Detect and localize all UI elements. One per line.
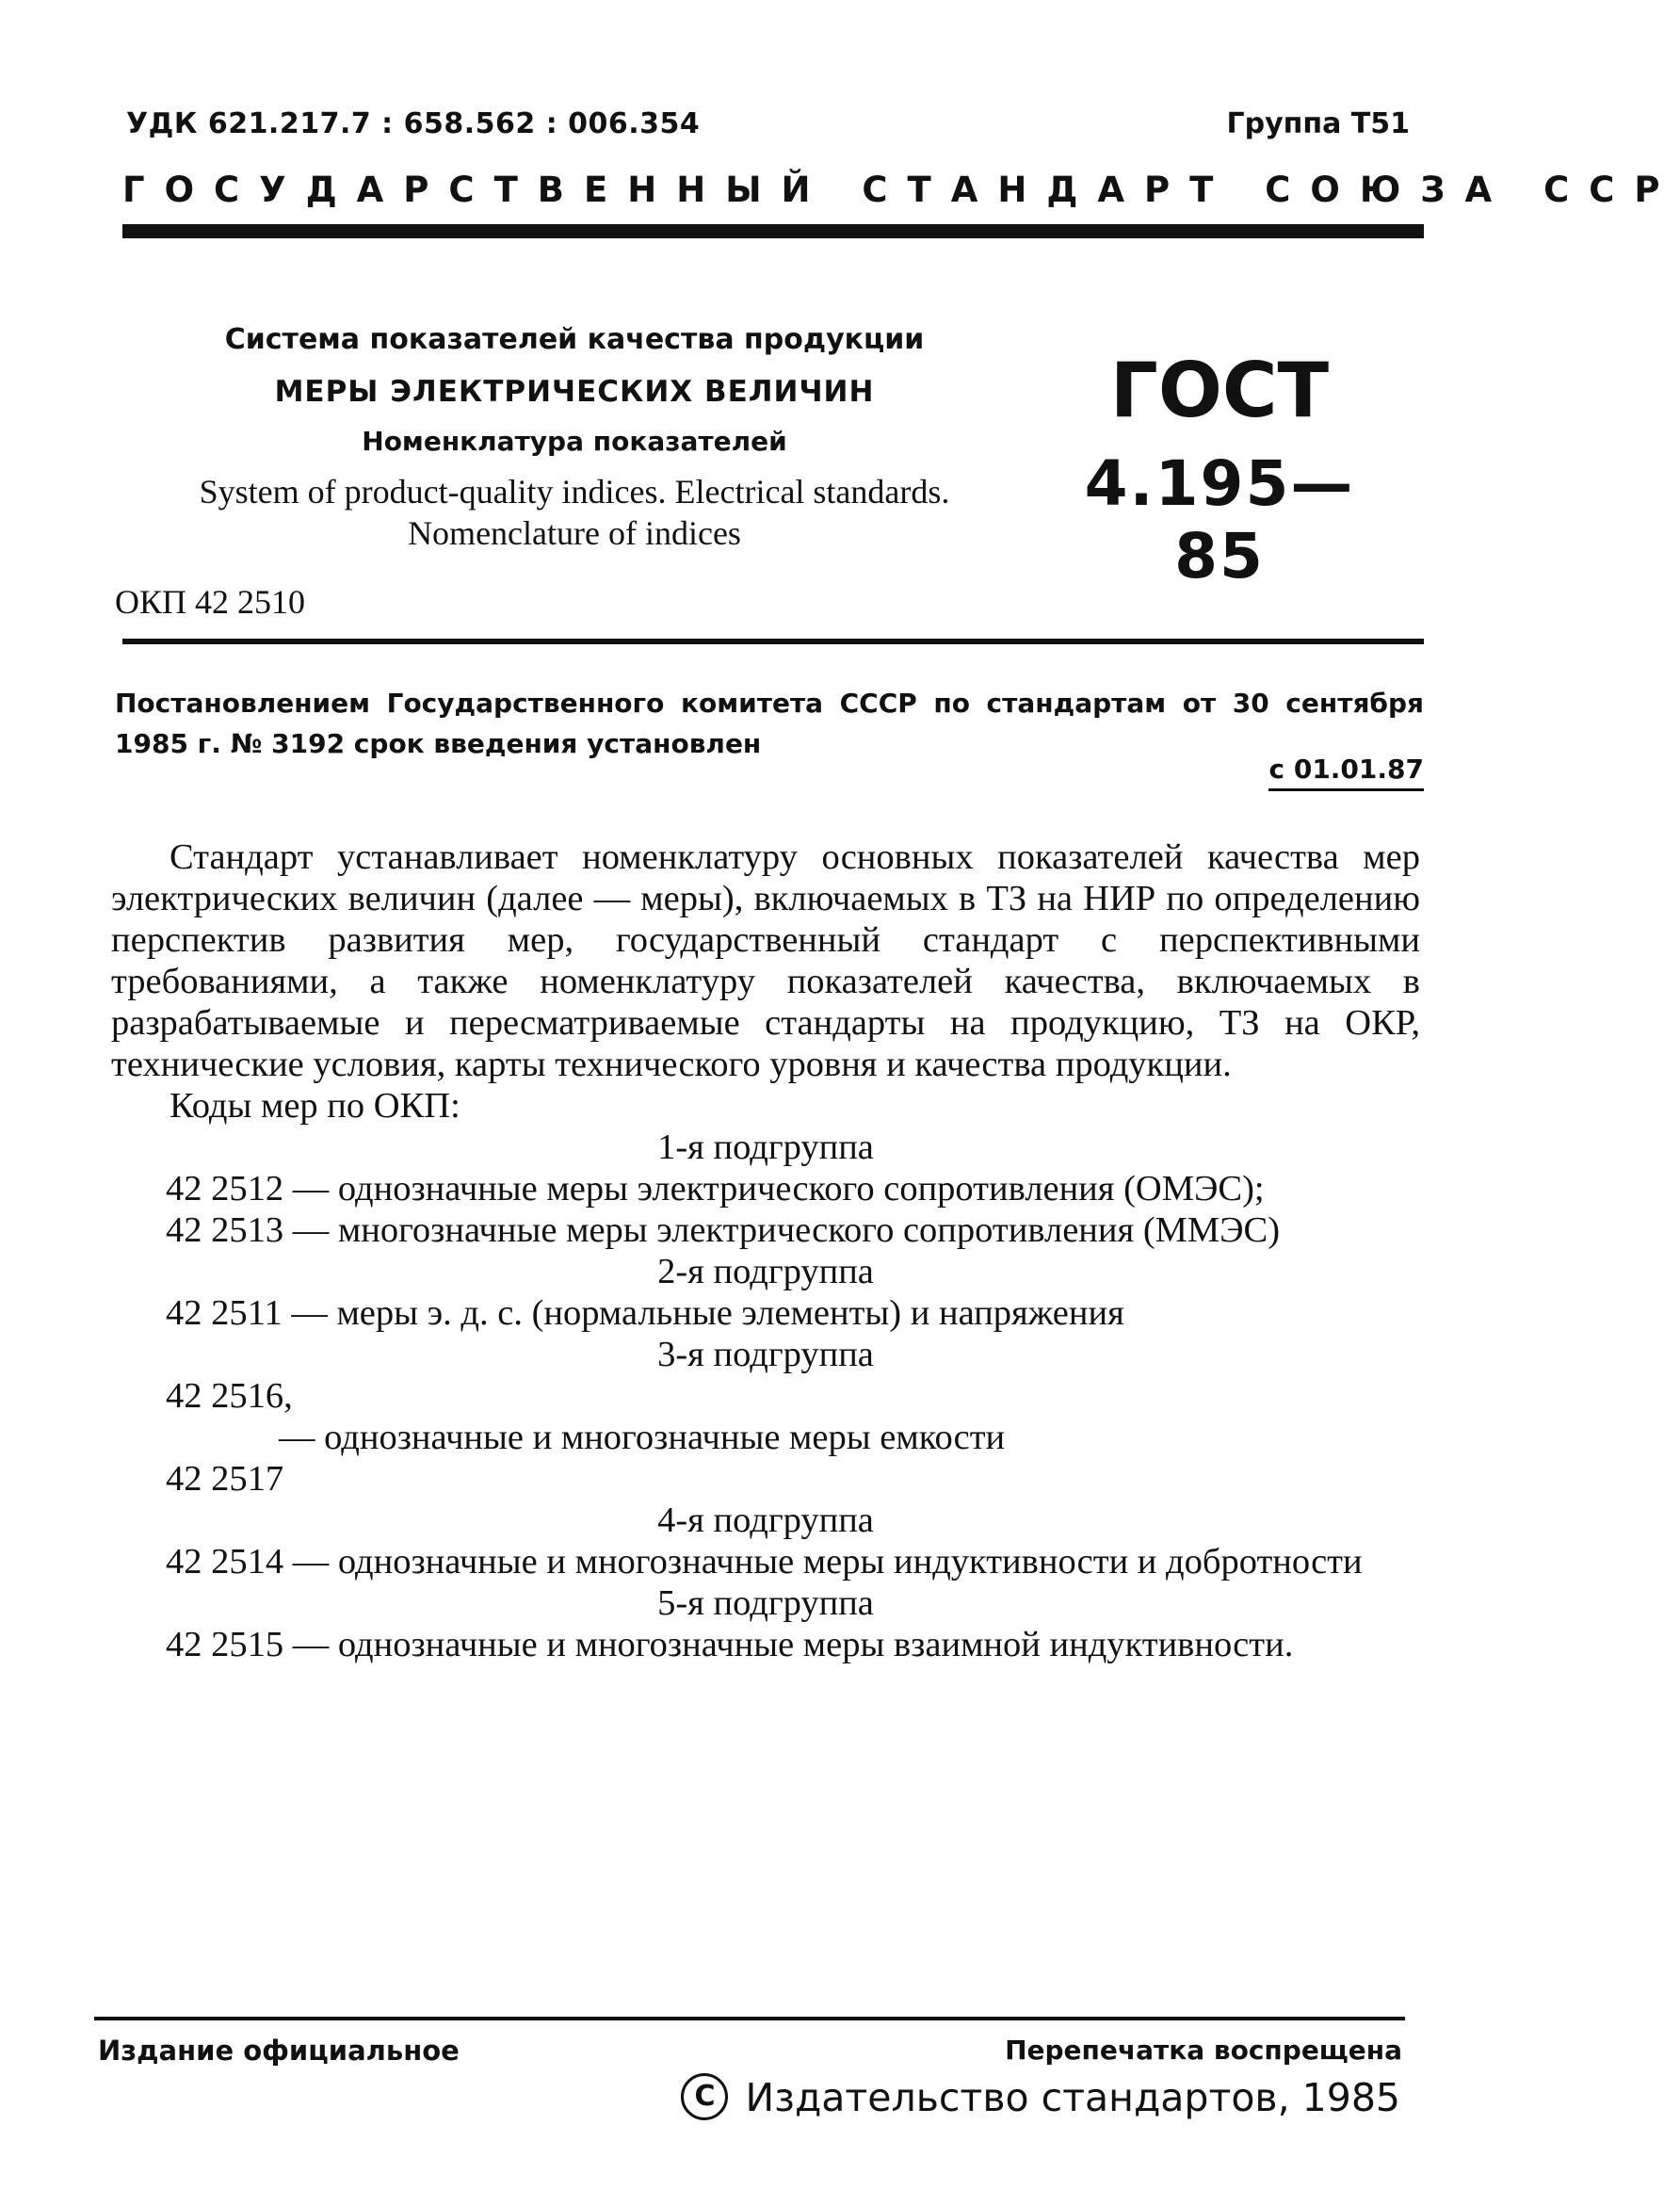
subgroup-2-heading: 2-я подгруппа (657, 1252, 874, 1291)
state-standard-heading: ГОСУДАРСТВЕННЫЙ СТАНДАРТ СОЮЗА ССР (122, 170, 1680, 210)
code-entry-422513: 42 2513 — многозначные меры электрического сопротивления (ММЭС) (166, 1210, 1281, 1250)
nomenclature-title: Номенклатура показателей (362, 426, 787, 457)
gost-number: 4.195—85 (1084, 447, 1355, 592)
effective-date: с 01.01.87 (1268, 754, 1424, 791)
decree-text: Постановлением Государственного комитета СССР по стандартам от 30 сентября 1985 г. № 3192 срок введения установлен (115, 688, 1424, 759)
no-reprint-label: Перепечатка воспрещена (1005, 2035, 1402, 2066)
header-divider (122, 224, 1424, 238)
code-entry-422511: 42 2511 — меры э. д. с. (нормальные элементы) и напряжения (166, 1293, 1124, 1333)
code-entry-422516: 42 2516, (166, 1376, 293, 1416)
english-title-line-1: System of product-quality indices. Electrical standards. (199, 473, 950, 511)
official-edition-label: Издание официальное (98, 2035, 460, 2067)
gost-label: ГОСТ (1109, 347, 1330, 434)
code-entry-422514: 42 2514 — однозначные и многозначные меры индуктивности и добротности (166, 1542, 1363, 1582)
codes-heading: Коды мер по ОКП: (170, 1086, 460, 1126)
subgroup-3-heading: 3-я подгруппа (657, 1335, 874, 1374)
intro-paragraph: Стандарт устанавливает номенклатуру основных показателей качества мер электрических величин (далее — меры), включаемых в ТЗ на НИР по определению перспектив развития мер, государственный стандарт с перспективными требованиями, а также номенклатуру показателей качества, включаемых в разрабатываемые и пересматриваемые стандарты на продукцию, ТЗ на ОКР, технические условия, карты технического уровня и качества продукции. (111, 837, 1420, 1084)
english-title-line-2: Nomenclature of indices (408, 514, 741, 552)
footer-divider (94, 2017, 1405, 2020)
okp-code: ОКП 42 2510 (115, 583, 306, 621)
subgroup-5-heading: 5-я подгруппа (657, 1583, 874, 1623)
body-text (111, 836, 1420, 1665)
code-entry-422516-17-description: — однозначные и многозначные меры емкости (279, 1418, 1006, 1457)
copyright-icon: C (681, 2073, 728, 2120)
subgroup-4-heading: 4-я подгруппа (657, 1500, 874, 1540)
code-entry-422517: 42 2517 (166, 1459, 284, 1499)
group-code: Группа Т51 (1226, 107, 1410, 140)
publisher-name: Издательство стандартов, 1985 (745, 2075, 1400, 2120)
code-entry-422512: 42 2512 — однозначные меры электрического сопротивления (ОМЭС); (166, 1169, 1265, 1208)
measures-title: МЕРЫ ЭЛЕКТРИЧЕСКИХ ВЕЛИЧИН (274, 375, 875, 409)
subgroup-1-heading: 1-я подгруппа (657, 1127, 874, 1167)
udk-code: УДК 621.217.7 : 658.562 : 006.354 (126, 107, 701, 140)
section-divider (122, 639, 1424, 644)
english-title (104, 471, 1045, 554)
code-entry-422515: 42 2515 — однозначные и многозначные меры взаимной индуктивности. (166, 1625, 1294, 1664)
system-title: Система показателей качества продукции (224, 323, 925, 356)
publisher-line (681, 2075, 1400, 2124)
